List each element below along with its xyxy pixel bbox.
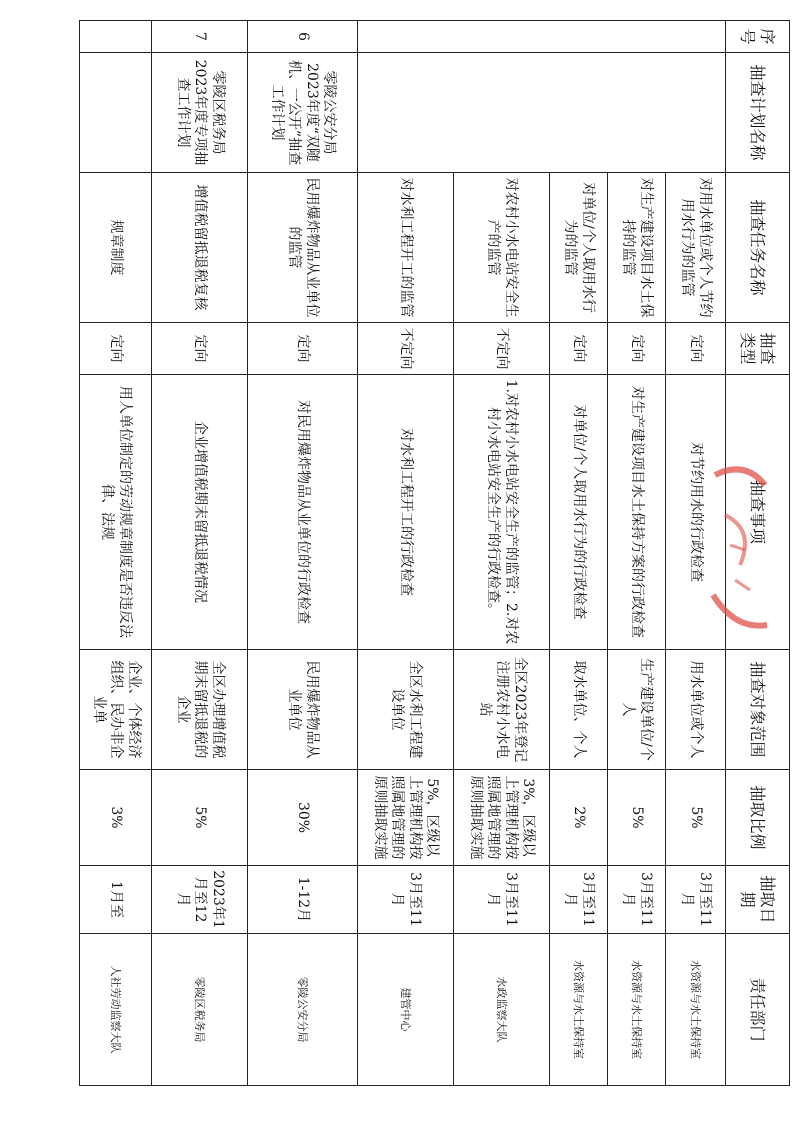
dept-cell: 零陵公安分局	[248, 934, 358, 1086]
seq-cell: 7	[152, 21, 248, 53]
dept-cell: 零陵区税务局	[152, 934, 248, 1086]
date-cell: 2023年1月至12月	[152, 866, 248, 934]
dept-cell: 水资源与水土保持室	[550, 934, 608, 1086]
header-plan: 抽查计划名称	[726, 53, 790, 173]
date-cell: 1月至	[80, 866, 152, 934]
item-cell: 对民用爆炸物品从业单位的行政检查	[248, 375, 358, 650]
item-cell: 对生产建设项目水土保持方案的行政检查	[608, 375, 666, 650]
task-cell: 民用爆炸物品从业单位的监管	[248, 173, 358, 323]
scope-cell: 全区水利工程建设单位	[358, 650, 454, 770]
table-row	[666, 21, 726, 1086]
ratio-cell: 5%	[608, 770, 666, 866]
type-cell: 定向	[152, 323, 248, 375]
type-cell: 不定向	[358, 323, 454, 375]
ratio-cell: 5%，区级以上管理机构按照属地管理的原则抽取实施	[358, 770, 454, 866]
type-cell: 定向	[666, 323, 726, 375]
plan-cell: 零陵公安分局2023年度“双随机、一公开”抽查工作计划	[248, 53, 358, 173]
table-row	[550, 21, 608, 1086]
item-cell: 对节约用水的行政检查	[666, 375, 726, 650]
header-type: 抽查类型	[726, 323, 790, 375]
scope-cell: 民用爆炸物品从业单位	[248, 650, 358, 770]
scope-cell: 全区2023年登记注册农村小水电站	[454, 650, 550, 770]
seq-cell: 6	[248, 21, 358, 53]
date-cell: 3月至11月	[608, 866, 666, 934]
task-cell: 对用水单位或个人节约用水行为的监管	[666, 173, 726, 323]
plan-cell	[358, 53, 726, 173]
item-cell: 对水利工程开工的行政检查	[358, 375, 454, 650]
dept-cell: 人社劳动监察大队	[80, 934, 152, 1086]
type-cell: 定向	[80, 323, 152, 375]
table-row	[248, 21, 358, 1086]
type-cell: 定向	[248, 323, 358, 375]
spot-check-table	[79, 20, 790, 1086]
seq-cell	[358, 21, 726, 53]
ratio-cell: 2%	[550, 770, 608, 866]
item-cell: 对单位/个人取用水行为的行政检查	[550, 375, 608, 650]
date-cell: 3月至11月	[666, 866, 726, 934]
header-ratio: 抽取比例	[726, 770, 790, 866]
header-task: 抽查任务名称	[726, 173, 790, 323]
dept-cell: 水资源与水土保持室	[608, 934, 666, 1086]
header-seq: 序号	[726, 21, 790, 53]
date-cell: 3月至11月	[454, 866, 550, 934]
scope-cell: 全区办理增值税期末留抵退税的企业	[152, 650, 248, 770]
type-cell: 不定向	[454, 323, 550, 375]
seq-cell	[80, 21, 152, 53]
ratio-cell: 5%	[152, 770, 248, 866]
plan-cell	[80, 53, 152, 173]
header-item: 抽查事项	[726, 375, 790, 650]
header-dept: 责任部门	[726, 934, 790, 1086]
task-cell: 增值税留抵退税复核	[152, 173, 248, 323]
item-cell: 1.对农村小水电站安全生产的监管；2.对农村小水电站安全生产的行政检查。	[454, 375, 550, 650]
dept-cell: 水政监察大队	[454, 934, 550, 1086]
scope-cell: 用水单位或个人	[666, 650, 726, 770]
header-row	[726, 21, 790, 1086]
date-cell: 3月至11月	[358, 866, 454, 934]
scope-cell: 生产建设单位/个人	[608, 650, 666, 770]
item-cell: 企业增值税期末留抵退税情况	[152, 375, 248, 650]
date-cell: 1-12月	[248, 866, 358, 934]
task-cell: 对生产建设项目水土保持的监管	[608, 173, 666, 323]
type-cell: 定向	[608, 323, 666, 375]
scope-cell: 企业、个体经济组织、民办非企业单	[80, 650, 152, 770]
header-scope: 抽查对象范围	[726, 650, 790, 770]
dept-cell: 水资源与水土保持室	[666, 934, 726, 1086]
ratio-cell: 30%	[248, 770, 358, 866]
table-row	[152, 21, 248, 1086]
task-cell: 规章制度	[80, 173, 152, 323]
item-cell: 用人单位制定的劳动规章制度是否违反法律、法规	[80, 375, 152, 650]
table-row	[80, 21, 152, 1086]
table-row	[608, 21, 666, 1086]
ratio-cell: 3%，区级以上管理机构按照属地管理的原则抽取实施	[454, 770, 550, 866]
date-cell: 3月至11月	[550, 866, 608, 934]
scope-cell: 取水单位、个人	[550, 650, 608, 770]
header-date: 抽取日期	[726, 866, 790, 934]
ratio-cell: 5%	[666, 770, 726, 866]
task-cell: 对单位/个人取用水行为的监管	[550, 173, 608, 323]
rotated-table-wrapper	[80, 20, 790, 1085]
ratio-cell: 3%	[80, 770, 152, 866]
table-row	[454, 21, 550, 1086]
type-cell: 定向	[550, 323, 608, 375]
task-cell: 对农村小水电站安全生产的监管	[454, 173, 550, 323]
task-cell: 对水利工程开工的监管	[358, 173, 454, 323]
dept-cell: 建管中心	[358, 934, 454, 1086]
plan-cell: 零陵区税务局2023年度专项抽查工作计划	[152, 53, 248, 173]
table-row	[358, 21, 454, 1086]
